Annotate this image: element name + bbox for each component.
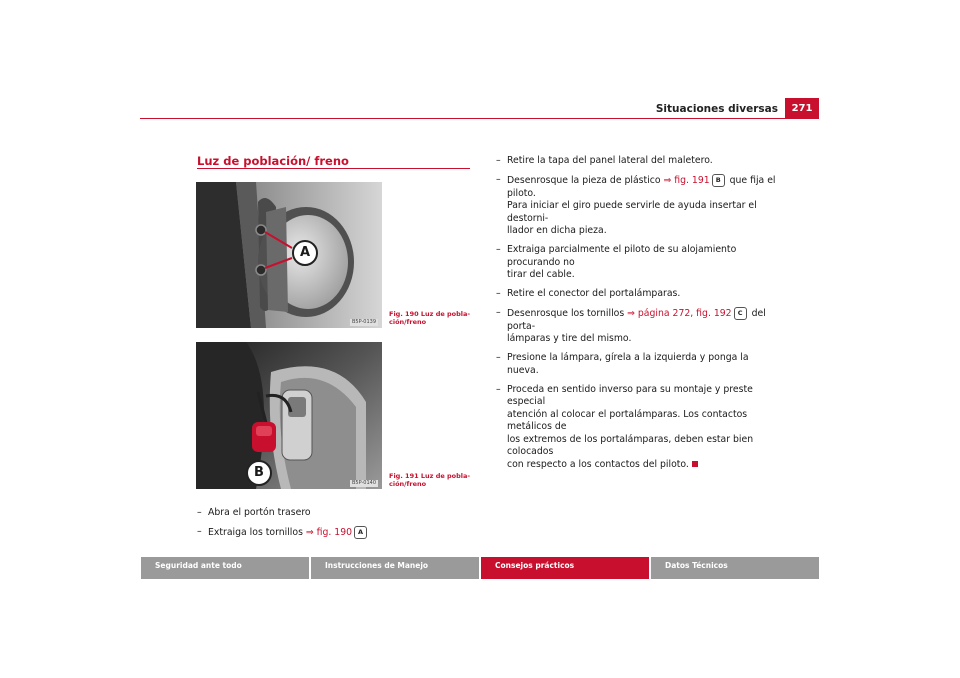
right-steps — [496, 155, 781, 478]
section-title: Luz de población/ freno — [197, 154, 349, 168]
step-unscrew-holder: – Desenrosque los tornillos ⇒ página 272, fig. 192 C del porta- lámparas y tire del mismo. — [496, 307, 766, 344]
header-rule — [140, 118, 819, 119]
tail-light-screws-illustration — [196, 182, 382, 328]
step-remove-connector: – Retire el conector del portalámparas. — [496, 288, 681, 299]
step-reassemble: – Proceda en sentido inverso para su montaje y preste especial atención al colocar el portalámparas. Los contactos metálicos de los extremos de los portalámparas, deben estar bien colocados con respecto a los contactos del piloto. — [496, 383, 754, 470]
step-open-tailgate: – Abra el portón trasero — [197, 507, 311, 518]
running-header-title: Situaciones diversas — [655, 103, 778, 115]
step-extract-light: – Extraiga parcialmente el piloto de su alojamiento procurando no tirar del cable. — [496, 244, 737, 280]
step-remove-cover: – Retire la tapa del panel lateral del maletero. — [496, 155, 713, 166]
figure-190-caption: Fig. 190 Luz de pobla- ción/freno — [389, 310, 471, 326]
end-of-section-mark — [692, 461, 698, 467]
page-number-badge: 271 — [785, 98, 819, 118]
lamp-holder-illustration — [196, 342, 382, 489]
link-fig-190[interactable]: ⇒ fig. 190 — [305, 527, 353, 538]
callout-a: A — [292, 240, 318, 266]
link-fig-191[interactable]: ⇒ fig. 191 — [663, 175, 710, 186]
badge-b: B — [712, 174, 725, 187]
left-steps — [197, 507, 467, 546]
link-page-272-fig-192[interactable]: ⇒ página 272, fig. 192 — [627, 308, 732, 319]
badge-c: C — [734, 307, 747, 320]
nav-tab-seguridad[interactable]: Seguridad ante todo — [141, 557, 309, 579]
badge-a: A — [354, 526, 367, 539]
step-unscrew-plastic: – Desenrosque la pieza de plástico ⇒ fig. 191 B que fija el piloto. Para iniciar el giro puede servirle de ayuda insertar el destorni- llador en dicha pieza. — [496, 174, 776, 236]
nav-tab-consejos[interactable]: Consejos prácticos — [481, 557, 649, 579]
figure-191-code: B5P-0140 — [351, 480, 376, 486]
nav-tab-datos[interactable]: Datos Técnicos — [651, 557, 819, 579]
figure-191-caption: Fig. 191 Luz de pobla- ción/freno — [389, 472, 471, 488]
figure-190-code: B5P-0139 — [351, 319, 376, 325]
step-replace-lamp: – Presione la lámpara, gírela a la izquierda y ponga la nueva. — [496, 352, 749, 376]
callout-b: B — [246, 460, 272, 486]
figure-191-image — [196, 342, 382, 489]
figure-190-image — [196, 182, 382, 328]
nav-tab-instrucciones[interactable]: Instrucciones de Manejo — [311, 557, 479, 579]
step-remove-screws: – Extraiga los tornillos ⇒ fig. 190 A — [197, 526, 467, 540]
section-rule — [197, 168, 470, 169]
